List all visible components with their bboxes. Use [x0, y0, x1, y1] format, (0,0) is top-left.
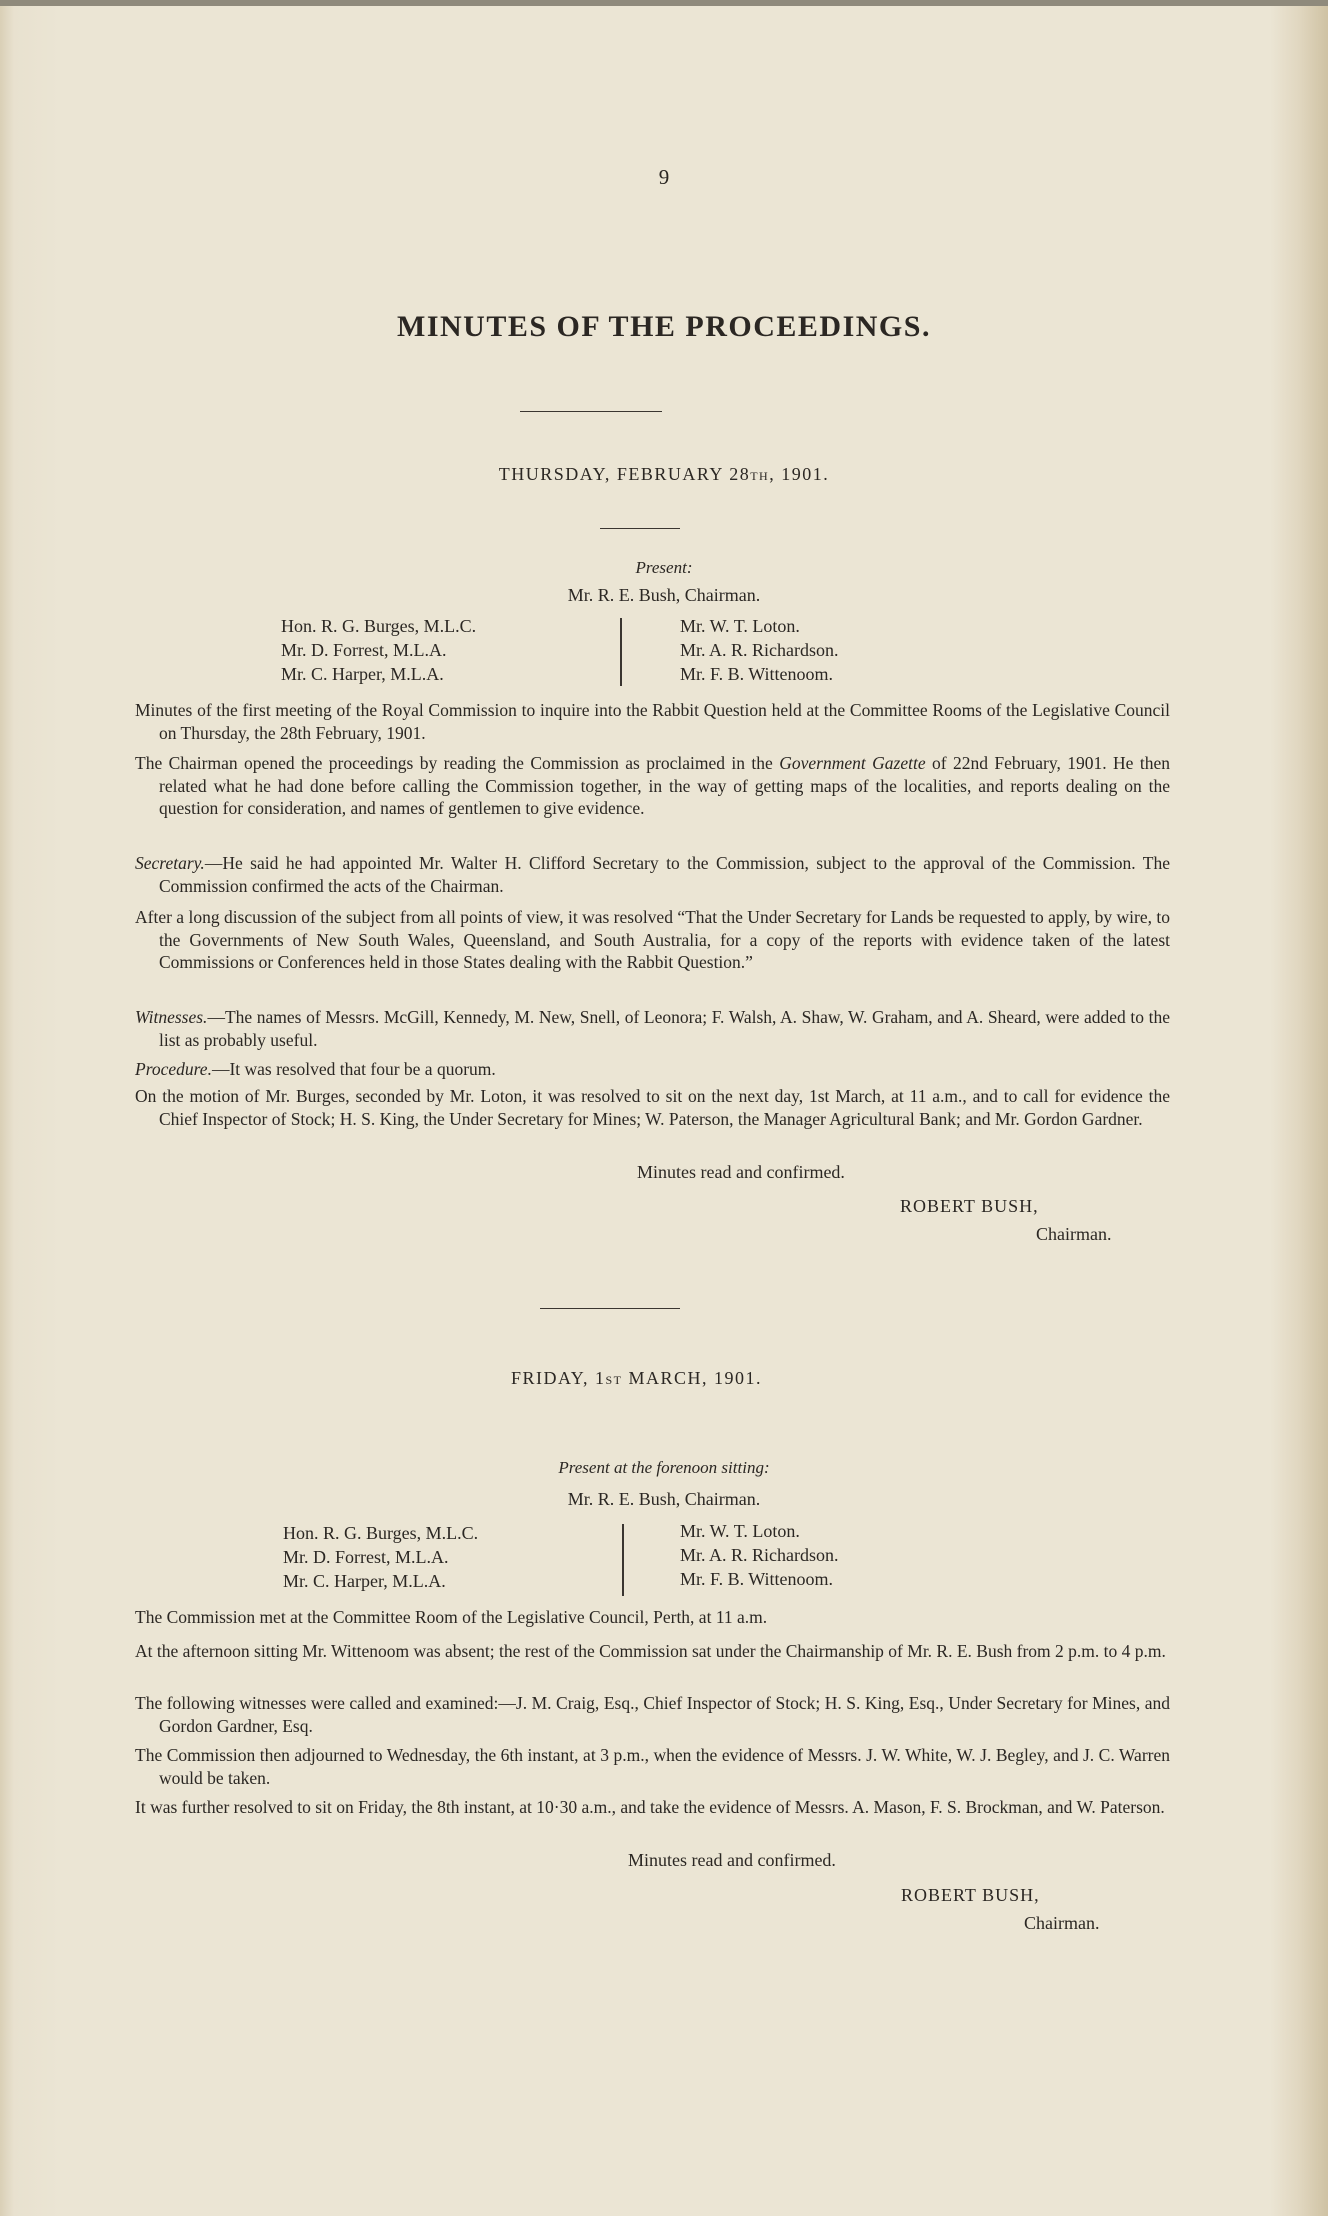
meeting2-date: FRIDAY, 1ST MARCH, 1901.	[510, 1368, 763, 1388]
member-name: Mr. F. B. Wittenoom.	[680, 664, 834, 684]
page-top-edge	[0, 0, 1328, 6]
meeting1-signature-role: Chairman.	[1036, 1224, 1112, 1244]
meeting1-paragraph-2: The Chairman opened the proceedings by reading the Commission as proclaimed in the Government Gazette of 22nd February, 1901. He then related what he had done before calling the Commission together, in the way of getting maps of the localities, and reports dealing on the question for consideration, and names of gentlemen to give evidence.	[135, 753, 1170, 818]
meeting2-members-divider	[622, 1524, 624, 1596]
meeting1-paragraph-7: On the motion of Mr. Burges, seconded by Mr. Loton, it was resolved to sit on the next day, 1st March, at 11 a.m., and to call for evidence the Chief Inspector of Stock; H. S. King, the Under Secretary for Mines; W. Paterson, the Manager Agricultural Bank; and Mr. Gordon Gardner.	[135, 1086, 1170, 1129]
meeting1-signature: ROBERT BUSH,	[900, 1196, 1039, 1216]
meeting1-confirmed: Minutes read and confirmed.	[637, 1162, 845, 1182]
member-name: Mr. F. B. Wittenoom.	[680, 1569, 834, 1589]
meeting2-chairman: Mr. R. E. Bush, Chairman.	[567, 1489, 761, 1509]
meeting2-confirmed: Minutes read and confirmed.	[628, 1850, 836, 1870]
member-name: Mr. W. T. Loton.	[680, 616, 800, 636]
meeting2-members-right	[680, 1519, 1010, 1591]
member-name: Hon. R. G. Burges, M.L.C.	[281, 616, 477, 636]
meeting1-paragraph-witnesses: Witnesses.—The names of Messrs. McGill, Kennedy, M. New, Snell, of Leonora; F. Walsh, A. Shaw, W. Graham, and A. Sheard, were added to the list as probably useful.	[135, 1007, 1170, 1050]
page-number: 9	[658, 165, 670, 189]
meeting2-paragraph-5: It was further resolved to sit on Friday, the 8th instant, at 10·30 a.m., and take the evidence of Messrs. A. Mason, F. S. Brockman, and W. Paterson.	[135, 1797, 1165, 1817]
meeting1-paragraph-1: Minutes of the first meeting of the Royal Commission to inquire into the Rabbit Question held at the Committee Rooms of the Legislative Council on Thursday, the 28th February, 1901.	[135, 700, 1170, 743]
member-name: Mr. A. R. Richardson.	[680, 640, 839, 660]
title-rule	[520, 411, 662, 412]
member-name: Mr. A. R. Richardson.	[680, 1545, 839, 1565]
member-name: Hon. R. G. Burges, M.L.C.	[283, 1523, 479, 1543]
member-name: Mr. W. T. Loton.	[680, 1521, 800, 1541]
meeting1-chairman: Mr. R. E. Bush, Chairman.	[567, 585, 761, 605]
meeting1-members-right	[680, 614, 1010, 686]
member-name: Mr. D. Forrest, M.L.A.	[283, 1547, 449, 1567]
meeting2-signature-role: Chairman.	[1024, 1913, 1100, 1933]
meeting2-signature: ROBERT BUSH,	[901, 1885, 1040, 1905]
member-name: Mr. C. Harper, M.L.A.	[281, 664, 444, 684]
meeting2-members-left	[283, 1521, 613, 1593]
meeting1-members-left	[281, 614, 611, 686]
meeting1-paragraph-secretary: Secretary.—He said he had appointed Mr. Walter H. Clifford Secretary to the Commission, subject to the approval of the Commission. The Commission confirmed the acts of the Chairman.	[135, 853, 1170, 896]
meeting2-paragraph-3: The following witnesses were called and examined:—J. M. Craig, Esq., Chief Inspector of Stock; H. S. King, Esq., Under Secretary for Mines, and Gordon Gardner, Esq.	[135, 1693, 1170, 1736]
meeting1-rule	[600, 528, 680, 529]
meeting2-present-label: Present at the forenoon sitting:	[558, 1458, 770, 1477]
section-divider	[540, 1308, 680, 1309]
page-title: MINUTES OF THE PROCEEDINGS.	[397, 310, 931, 343]
meeting1-paragraph-procedure: Procedure.—It was resolved that four be a quorum.	[135, 1059, 496, 1079]
member-name: Mr. C. Harper, M.L.A.	[283, 1571, 446, 1591]
meeting2-paragraph-1: The Commission met at the Committee Room of the Legislative Council, Perth, at 11 a.m.	[135, 1607, 768, 1627]
meeting2-paragraph-4: The Commission then adjourned to Wednesday, the 6th instant, at 3 p.m., when the evidence of Messrs. J. W. White, W. J. Begley, and J. C. Warren would be taken.	[135, 1745, 1170, 1788]
meeting1-date: THURSDAY, FEBRUARY 28TH, 1901.	[498, 464, 830, 484]
member-name: Mr. D. Forrest, M.L.A.	[281, 640, 447, 660]
meeting1-present-label: Present:	[635, 558, 693, 577]
meeting1-paragraph-4: After a long discussion of the subject from all points of view, it was resolved “That the Under Secretary for Lands be requested to apply, by wire, to the Governments of New South Wales, Queensland, and South Australia, for a copy of the reports with evidence taken of the latest Commissions or Conferences held in those States dealing with the Rabbit Question.”	[135, 907, 1170, 972]
meeting1-members-divider	[620, 618, 622, 686]
meeting2-paragraph-2: At the afternoon sitting Mr. Wittenoom was absent; the rest of the Commission sat under the Chairmanship of Mr. R. E. Bush from 2 p.m. to 4 p.m.	[135, 1641, 1166, 1661]
